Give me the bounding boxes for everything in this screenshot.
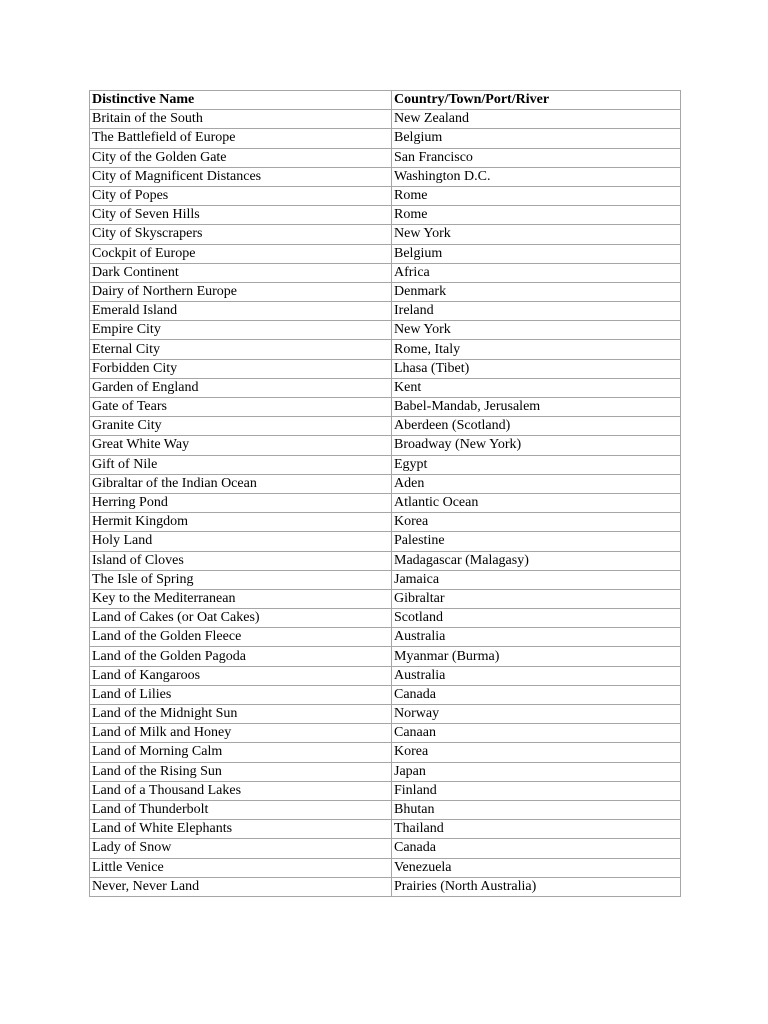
cell-distinctive-name: Land of White Elephants — [90, 820, 392, 839]
table-body — [90, 110, 681, 897]
header-country-town-port-river: Country/Town/Port/River — [392, 91, 681, 110]
cell-distinctive-name: Island of Cloves — [90, 551, 392, 570]
cell-distinctive-name: Emerald Island — [90, 302, 392, 321]
cell-place: Rome — [392, 206, 681, 225]
table-row — [90, 820, 681, 839]
table-row — [90, 705, 681, 724]
cell-distinctive-name: Land of Kangaroos — [90, 666, 392, 685]
cell-distinctive-name: Lady of Snow — [90, 839, 392, 858]
table-row — [90, 493, 681, 512]
cell-place: Rome — [392, 186, 681, 205]
cell-distinctive-name: Dairy of Northern Europe — [90, 282, 392, 301]
cell-place: Jamaica — [392, 570, 681, 589]
cell-distinctive-name: Holy Land — [90, 532, 392, 551]
cell-place: San Francisco — [392, 148, 681, 167]
cell-distinctive-name: The Isle of Spring — [90, 570, 392, 589]
table-row — [90, 186, 681, 205]
cell-distinctive-name: Land of the Golden Fleece — [90, 628, 392, 647]
table-row — [90, 685, 681, 704]
cell-distinctive-name: Never, Never Land — [90, 877, 392, 896]
cell-place: Rome, Italy — [392, 340, 681, 359]
cell-place: New York — [392, 225, 681, 244]
table-row — [90, 743, 681, 762]
cell-distinctive-name: Gibraltar of the Indian Ocean — [90, 474, 392, 493]
cell-place: Madagascar (Malagasy) — [392, 551, 681, 570]
cell-distinctive-name: Great White Way — [90, 436, 392, 455]
cell-distinctive-name: Land of a Thousand Lakes — [90, 781, 392, 800]
table-row — [90, 474, 681, 493]
cell-distinctive-name: The Battlefield of Europe — [90, 129, 392, 148]
cell-distinctive-name: Cockpit of Europe — [90, 244, 392, 263]
table-row — [90, 513, 681, 532]
cell-distinctive-name: Britain of the South — [90, 110, 392, 129]
table-row — [90, 455, 681, 474]
cell-place: Thailand — [392, 820, 681, 839]
cell-place: Myanmar (Burma) — [392, 647, 681, 666]
cell-place: Broadway (New York) — [392, 436, 681, 455]
cell-place: Canada — [392, 685, 681, 704]
cell-distinctive-name: Eternal City — [90, 340, 392, 359]
cell-distinctive-name: Garden of England — [90, 378, 392, 397]
distinctive-names-table — [89, 90, 681, 897]
cell-place: Australia — [392, 628, 681, 647]
cell-place: Atlantic Ocean — [392, 493, 681, 512]
cell-place: Lhasa (Tibet) — [392, 359, 681, 378]
table-row — [90, 340, 681, 359]
cell-place: Canada — [392, 839, 681, 858]
cell-place: Kent — [392, 378, 681, 397]
table-row — [90, 244, 681, 263]
cell-distinctive-name: City of Popes — [90, 186, 392, 205]
table-row — [90, 589, 681, 608]
table-row — [90, 800, 681, 819]
cell-distinctive-name: City of the Golden Gate — [90, 148, 392, 167]
cell-distinctive-name: Land of Thunderbolt — [90, 800, 392, 819]
table-row — [90, 167, 681, 186]
table-row — [90, 858, 681, 877]
cell-place: Norway — [392, 705, 681, 724]
cell-distinctive-name: Land of Cakes (or Oat Cakes) — [90, 609, 392, 628]
table-row — [90, 282, 681, 301]
table-row — [90, 647, 681, 666]
cell-distinctive-name: Forbidden City — [90, 359, 392, 378]
cell-distinctive-name: City of Seven Hills — [90, 206, 392, 225]
cell-place: Babel-Mandab, Jerusalem — [392, 398, 681, 417]
cell-distinctive-name: Land of Morning Calm — [90, 743, 392, 762]
table-row — [90, 148, 681, 167]
table-row — [90, 551, 681, 570]
table-row — [90, 762, 681, 781]
table-row — [90, 110, 681, 129]
table-row — [90, 378, 681, 397]
cell-distinctive-name: Gate of Tears — [90, 398, 392, 417]
table-row — [90, 570, 681, 589]
table-row — [90, 263, 681, 282]
table-row — [90, 417, 681, 436]
table-row — [90, 666, 681, 685]
cell-distinctive-name: Key to the Mediterranean — [90, 589, 392, 608]
cell-place: Japan — [392, 762, 681, 781]
table-row — [90, 877, 681, 896]
table-row — [90, 225, 681, 244]
cell-place: Egypt — [392, 455, 681, 474]
cell-distinctive-name: Land of Milk and Honey — [90, 724, 392, 743]
table-row — [90, 206, 681, 225]
cell-place: Aberdeen (Scotland) — [392, 417, 681, 436]
table-row — [90, 781, 681, 800]
table-row — [90, 839, 681, 858]
cell-place: Palestine — [392, 532, 681, 551]
table-row — [90, 398, 681, 417]
cell-place: New Zealand — [392, 110, 681, 129]
cell-distinctive-name: City of Magnificent Distances — [90, 167, 392, 186]
cell-distinctive-name: Land of Lilies — [90, 685, 392, 704]
cell-place: Africa — [392, 263, 681, 282]
cell-place: Scotland — [392, 609, 681, 628]
cell-place: Australia — [392, 666, 681, 685]
table-row — [90, 724, 681, 743]
table-row — [90, 628, 681, 647]
cell-place: Gibraltar — [392, 589, 681, 608]
cell-place: Ireland — [392, 302, 681, 321]
cell-place: Bhutan — [392, 800, 681, 819]
cell-distinctive-name: Granite City — [90, 417, 392, 436]
table-row — [90, 129, 681, 148]
cell-place: Denmark — [392, 282, 681, 301]
cell-distinctive-name: Empire City — [90, 321, 392, 340]
cell-place: Korea — [392, 743, 681, 762]
cell-distinctive-name: Land of the Rising Sun — [90, 762, 392, 781]
cell-place: Venezuela — [392, 858, 681, 877]
cell-distinctive-name: Dark Continent — [90, 263, 392, 282]
table-row — [90, 302, 681, 321]
cell-place: New York — [392, 321, 681, 340]
cell-place: Prairies (North Australia) — [392, 877, 681, 896]
cell-distinctive-name: Gift of Nile — [90, 455, 392, 474]
cell-distinctive-name: Hermit Kingdom — [90, 513, 392, 532]
cell-place: Belgium — [392, 244, 681, 263]
cell-distinctive-name: Little Venice — [90, 858, 392, 877]
cell-distinctive-name: Land of the Midnight Sun — [90, 705, 392, 724]
cell-distinctive-name: City of Skyscrapers — [90, 225, 392, 244]
header-distinctive-name: Distinctive Name — [90, 91, 392, 110]
cell-distinctive-name: Herring Pond — [90, 493, 392, 512]
table-row — [90, 321, 681, 340]
cell-place: Finland — [392, 781, 681, 800]
cell-place: Belgium — [392, 129, 681, 148]
cell-distinctive-name: Land of the Golden Pagoda — [90, 647, 392, 666]
table-header-row — [90, 91, 681, 110]
cell-place: Washington D.C. — [392, 167, 681, 186]
cell-place: Canaan — [392, 724, 681, 743]
table-row — [90, 532, 681, 551]
table-row — [90, 436, 681, 455]
table-row — [90, 609, 681, 628]
cell-place: Aden — [392, 474, 681, 493]
table-row — [90, 359, 681, 378]
cell-place: Korea — [392, 513, 681, 532]
